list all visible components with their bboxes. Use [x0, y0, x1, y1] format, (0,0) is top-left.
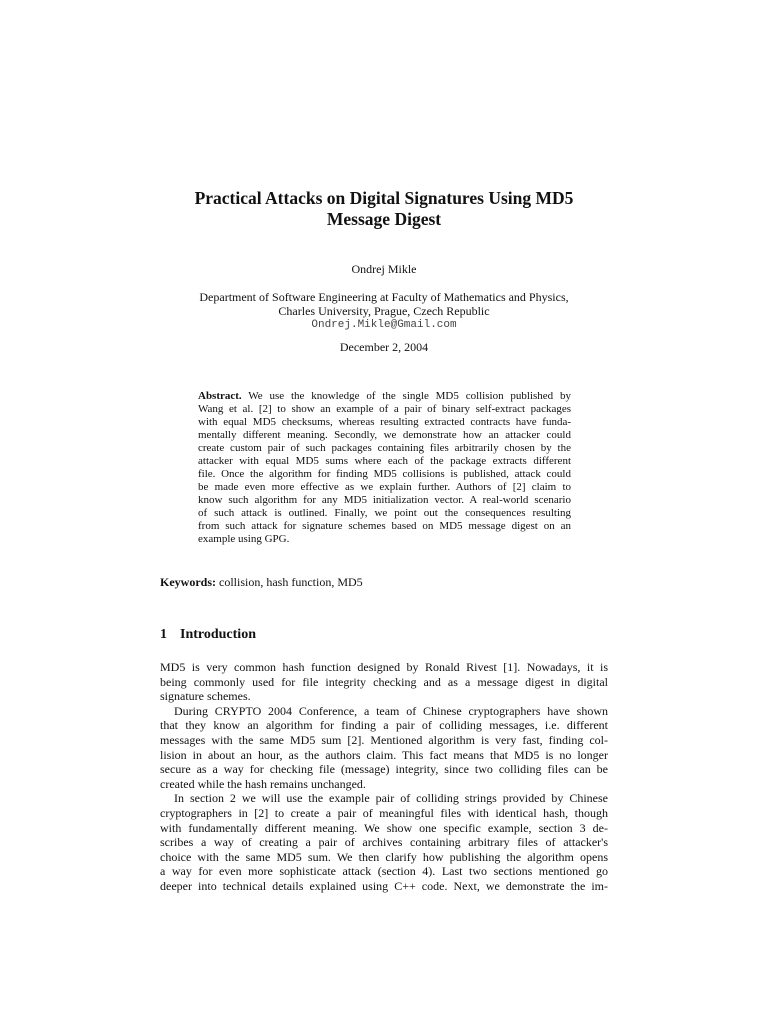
body-line: that they know an algorithm for finding a pair of colliding messages, i.e. different [160, 718, 608, 733]
abstract-label: Abstract. [198, 390, 242, 402]
section-number: 1 [160, 627, 167, 642]
affiliation-line-1: Department of Software Engineering at Faculty of Mathematics and Physics, [199, 290, 569, 304]
author-email: Ondrej.Mikle@Gmail.com [311, 319, 457, 331]
keywords-label: Keywords: [160, 575, 216, 589]
section-heading-introduction [160, 626, 610, 643]
body-line: a way for even more sophisticate attack (section 4). Last two sections mentioned go [160, 864, 608, 879]
body-line: created while the hash remains unchanged. [160, 776, 366, 791]
abstract-line: of such attack is outlined. Finally, we point out the consequences resulting [198, 507, 571, 519]
body-line: being commonly used for file integrity checking and as a message digest in digital [160, 674, 608, 689]
abstract-line: with equal MD5 checksums, whereas resulting extracted contracts have funda- [198, 416, 571, 428]
author-affiliation [100, 290, 668, 332]
author-name: Ondrej Mikle [351, 262, 417, 276]
abstract-line: attacker with equal MD5 sums where each of the package extracts different [198, 455, 571, 467]
body-line: MD5 is very common hash function designed by Ronald Rivest [1]. Nowadays, it is [160, 660, 608, 674]
paragraph-2 [160, 704, 608, 792]
abstract-line: mentally different meaning. Secondly, we demonstrate how an attacker could [198, 429, 571, 441]
abstract-line: from such attack for signature schemes based on MD5 message digest on an [198, 520, 571, 532]
publication-date: December 2, 2004 [339, 340, 429, 354]
body-line: deeper into technical details explained using C++ code. Next, we demonstrate the im- [160, 878, 608, 893]
body-line: signature schemes. [160, 689, 251, 704]
abstract-line: be made even more effective as we explain further. Authors of [2] claim to [198, 481, 571, 493]
body-line: messages with the same MD5 sum [2]. Mentioned algorithm is very fast, finding col- [160, 732, 608, 747]
paragraph-1 [160, 660, 608, 704]
body-line: with fundamentally different meaning. We show one specific example, section 3 de- [160, 820, 608, 835]
abstract-line: example using GPG. [198, 533, 290, 545]
abstract-line: Abstract. We use the knowledge of the single MD5 collision published by [198, 390, 571, 402]
section-title: Introduction [180, 627, 256, 642]
body-line: During CRYPTO 2004 Conference, a team of Chinese cryptographers have shown [174, 703, 608, 718]
paragraph-3 [160, 791, 608, 893]
abstract-line: Wang et al. [2] to show an example of a pair of binary self-extract packages [198, 403, 571, 415]
affiliation-line-2: Charles University, Prague, Czech Republic [278, 304, 490, 318]
abstract-line: file. Once the algorithm for finding MD5 collisions is published, attack could [198, 468, 571, 480]
paper-title [100, 188, 668, 230]
abstract-line: know such algorithm for any MD5 initialization vector. A real-world scenario [198, 494, 571, 506]
body-line: cryptographers in [2] to create a pair of meaningful files with identical hash, though [160, 805, 608, 820]
body-line: In section 2 we will use the example pair of colliding strings provided by Chinese [174, 791, 608, 806]
paper-title-line-2: Message Digest [326, 209, 442, 229]
keywords [160, 575, 610, 589]
body-line: scribes a way of creating a pair of archives containing arbitrary files of attacker's [160, 835, 608, 850]
paper-title-line-1: Practical Attacks on Digital Signatures Using MD5 [194, 188, 574, 208]
abstract [198, 390, 571, 546]
keywords-text: collision, hash function, MD5 [216, 575, 363, 589]
body-line: choice with the same MD5 sum. We then clarify how publishing the algorithm opens [160, 849, 608, 864]
body-line: lision in about an hour, as the authors claim. This fact means that MD5 is no longer [160, 747, 608, 762]
introduction-body [160, 660, 608, 894]
body-line: secure as a way for checking file (message) integrity, since two colliding files can be [160, 762, 608, 777]
abstract-line: create custom pair of such packages containing files arbitrarily chosen by the [198, 442, 571, 454]
